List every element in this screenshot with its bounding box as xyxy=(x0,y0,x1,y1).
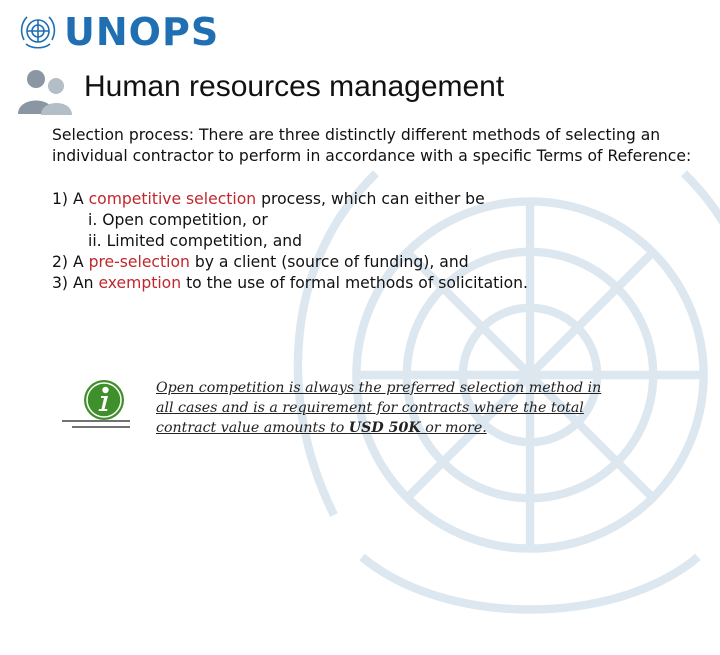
slide-title: Human resources management xyxy=(84,70,505,103)
list-item-3: 3) An exemption to the use of formal methods of solicitation. xyxy=(52,274,528,292)
list-subitem-i: i. Open competition, or xyxy=(88,211,268,229)
list-item-1: 1) A competitive selection process, which can either be xyxy=(52,190,485,208)
list-item-2: 2) A pre-selection by a client (source of funding), and xyxy=(52,253,469,271)
body-text xyxy=(52,125,692,294)
info-note: Open competition is always the preferred selection method in all cases and is a requirement for contracts where the total contract value amounts to USD 50K or more. xyxy=(156,380,602,436)
info-icon xyxy=(60,378,132,434)
unops-logo xyxy=(18,12,219,52)
highlight-pre-selection: pre-selection xyxy=(88,253,190,271)
highlight-competitive-selection: competitive selection xyxy=(88,190,257,208)
un-emblem-icon xyxy=(18,12,58,52)
logo-wordmark: UNOPS xyxy=(64,10,220,54)
highlight-exemption: exemption xyxy=(98,274,182,292)
list-subitem-ii: ii. Limited competition, and xyxy=(88,232,303,250)
note-amount: USD 50K xyxy=(348,420,421,436)
people-icon xyxy=(14,66,76,116)
intro-paragraph: Selection process: There are three distinctly different methods of selecting an individual contractor to perform in accordance with a specific Terms of Reference: xyxy=(52,126,692,165)
